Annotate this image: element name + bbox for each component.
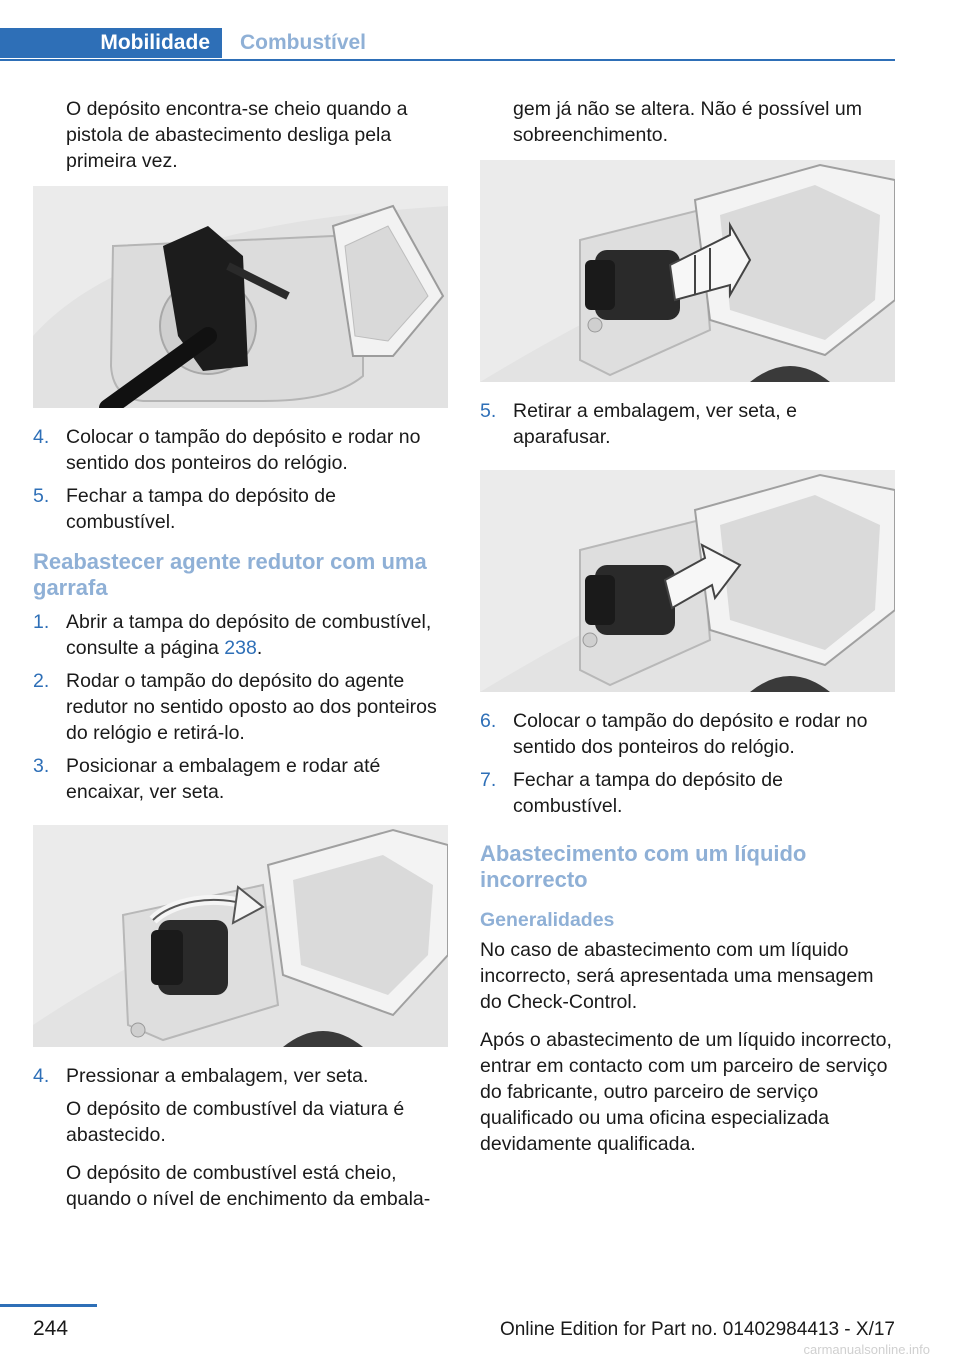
- bottle-press-illustration: [480, 470, 895, 692]
- step-1: [33, 609, 448, 661]
- step-text: Retirar a embalagem, ver seta, e aparafusar.: [513, 400, 797, 448]
- section-heading-wrong-fluid: Abastecimento com um líquido incorrecto: [480, 841, 807, 892]
- paragraph-check-control: No caso de abastecimento com um líquido incorrecto, será apresentada uma mensagem do Check-Control.: [480, 939, 874, 1013]
- fuel-nozzle-illustration: [33, 186, 448, 408]
- footer-rule: [0, 1304, 97, 1307]
- step-number: 5.: [33, 485, 50, 507]
- step-text: Rodar o tampão do depósito do agente redutor no sentido oposto ao dos ponteiros do relógio e retirá-lo.: [66, 670, 437, 744]
- figure-bottle-rotate: [33, 825, 448, 1047]
- step-number: 1.: [33, 611, 50, 633]
- step-5a: [33, 483, 448, 535]
- figure-bottle-press: [480, 470, 895, 692]
- step-number: 4.: [33, 1065, 50, 1087]
- right-column: [480, 96, 895, 1169]
- step-2: [33, 668, 448, 746]
- page-header: [0, 28, 895, 62]
- left-column: [33, 96, 448, 1224]
- step-number: 6.: [480, 710, 497, 732]
- step-text: Pressionar a embalagem, ver seta.: [66, 1065, 369, 1087]
- page-reference-link[interactable]: 238: [224, 637, 257, 659]
- paragraph-full: O depósito de combustível está cheio, quando o nível de enchimento da embala-: [66, 1162, 431, 1210]
- figure-fuel-nozzle: [33, 186, 448, 408]
- chapter-tab: Mobilidade: [0, 28, 222, 58]
- step-text: Colocar o tampão do depósito e rodar no sentido dos ponteiros do relógio.: [513, 710, 868, 758]
- step-text: Fechar a tampa do depósito de combustível.: [66, 485, 336, 533]
- step-text: Fechar a tampa do depósito de combustível.: [513, 769, 783, 817]
- header-rule: [0, 59, 895, 61]
- step-5b: [480, 398, 895, 450]
- step-3: [33, 753, 448, 805]
- step-4a: [33, 424, 448, 476]
- step-text-suffix: .: [256, 637, 263, 659]
- section-tab: Combustível: [240, 31, 367, 54]
- step-4b: [33, 1063, 448, 1089]
- step-number: 2.: [33, 670, 50, 692]
- step-number: 5.: [480, 400, 497, 422]
- step-text: Posicionar a embalagem e rodar até encaixar, ver seta.: [66, 755, 381, 803]
- step-6: [480, 708, 895, 760]
- watermark: carmanualsonline.info: [803, 1342, 930, 1357]
- step-7: [480, 767, 895, 819]
- step-text: Colocar o tampão do depósito e rodar no sentido dos ponteiros do relógio.: [66, 426, 421, 474]
- bottle-rotate-illustration: [33, 825, 448, 1047]
- paragraph-filled: O depósito de combustível da viatura é abastecido.: [66, 1098, 405, 1146]
- subsection-heading-general: Generalidades: [480, 909, 615, 931]
- bottle-remove-illustration: [480, 160, 895, 382]
- intro-text: O depósito encontra-se cheio quando a pistola de abastecimento desliga pela primeira vez.: [66, 98, 408, 172]
- paragraph-contact-service: Após o abastecimento de um líquido incorrecto, entrar em contacto com um parceiro de serviço do fabricante, outro parceiro de serviço qualificado ou uma oficina especializada devidamente qualificada.: [480, 1029, 892, 1155]
- page-number: 244: [33, 1317, 69, 1340]
- figure-bottle-remove: [480, 160, 895, 382]
- step-number: 3.: [33, 755, 50, 777]
- edition-note: Online Edition for Part no. 01402984413 - X/17: [499, 1319, 895, 1340]
- section-heading-refill: Reabastecer agente redutor com uma garrafa: [33, 549, 427, 600]
- step-text: Abrir a tampa do depósito de combustível, consulte a página: [66, 611, 432, 659]
- continuation-text: gem já não se altera. Não é possível um sobreenchimento.: [513, 98, 863, 146]
- step-number: 7.: [480, 769, 497, 791]
- step-number: 4.: [33, 426, 50, 448]
